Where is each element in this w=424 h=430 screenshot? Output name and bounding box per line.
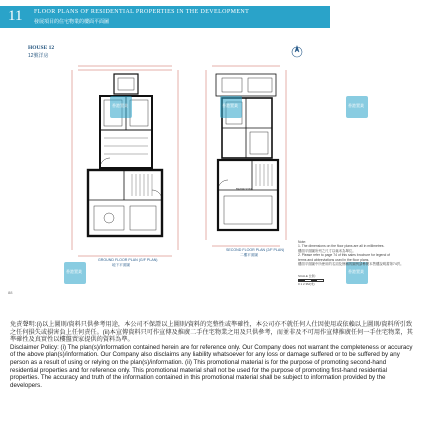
page-number: 88 xyxy=(8,290,13,295)
disclaimer xyxy=(10,321,415,389)
scale-label: SCALE 比例： xyxy=(298,274,318,278)
note-line: 樓面平面圖中所使用的名詞及簡稱的圖例請參閱本售樓說明書第74頁。 xyxy=(298,262,404,267)
ground-floor-label-en: GROUND FLOOR PLAN (G/F PLAN) xyxy=(98,258,158,262)
note-line: Note: xyxy=(298,240,307,244)
disclaimer-en: Disclaimer Policy: (i) The plan(s)/information contained herein are for reference only. Our Company does not warrant the completeness or accuracy of the above plan(s)/information. Our Company also disclaims any liability whatsoever for any loss or damage suffered or to be suffered by any person as a result of using or relying on the plan(s)/information. (ii) This promotional material is for the purpose of promoting second-hand residential properties and for reference only. This promotional material shall not be used for the purpose of promoting first-hand residential properties. The accuracy and truth of the information contained in this promotional material shall be subject to information provided by the developers. xyxy=(10,343,413,389)
note-line: 1. The dimensions on the floor plans are all in millimetres. xyxy=(298,244,385,249)
watermark-stamp: 香港置業 xyxy=(110,96,132,118)
note-line: terms and abbreviations used in the floor plans. xyxy=(298,257,370,262)
scale-bar-group xyxy=(298,274,324,286)
second-floor-label-zh: 二樓平面圖 xyxy=(240,253,258,257)
watermark-stamp: 香港置業 xyxy=(346,96,368,118)
second-floor-plan xyxy=(206,66,286,246)
plan-notes xyxy=(298,240,418,266)
ground-floor-label-zh: 地下平面圖 xyxy=(112,263,130,267)
disclaimer-zh: 免責聲明:(i)以上圖則/資料只供參考用途，本公司不保證以上圖則/資料的完整性或準確性，本公司亦不就任何人仕因使用或依賴以上圖則/資料所引致之任何損失或損害負上任何責任。(ii)本宣傳資料只可作宣傳及推廣二手住宅物業之用及只供參考，而並非及不可用作宣傳推廣任何一手住宅物業，其準確性及真實性以樓盤賣家提供的資料為準。 xyxy=(10,321,413,344)
scale-units: 0 1 2 3M(米) xyxy=(298,282,315,286)
watermark-stamp: 香港置業 xyxy=(64,262,86,284)
second-floor-label-en: SECOND FLOOR PLAN (2/F PLAN) xyxy=(226,248,285,252)
section-title-en: FLOOR PLANS OF RESIDENTIAL PROPERTIES IN THE DEVELOPMENT xyxy=(34,9,250,15)
watermark-stamp: 香港置業 xyxy=(220,96,242,118)
section-number: 11 xyxy=(8,8,23,24)
watermark-stamp: 香港置業 xyxy=(346,262,368,284)
house-label-zh: 12號洋房 xyxy=(28,53,49,59)
section-title-zh: 發展項目的住宅物業的樓面平面圖 xyxy=(34,19,110,25)
ground-floor-plan xyxy=(72,66,178,256)
room-label: BEDROOM xyxy=(236,187,252,191)
note-line: 2. Please refer to page 74 of this sales brochure for legend of xyxy=(298,253,390,258)
house-label-en: HOUSE 12 xyxy=(28,45,55,51)
note-line: 樓面平面圖所列之尺寸以毫米為單位。 xyxy=(298,248,356,253)
north-arrow-icon xyxy=(292,46,302,57)
page-header xyxy=(0,0,424,34)
